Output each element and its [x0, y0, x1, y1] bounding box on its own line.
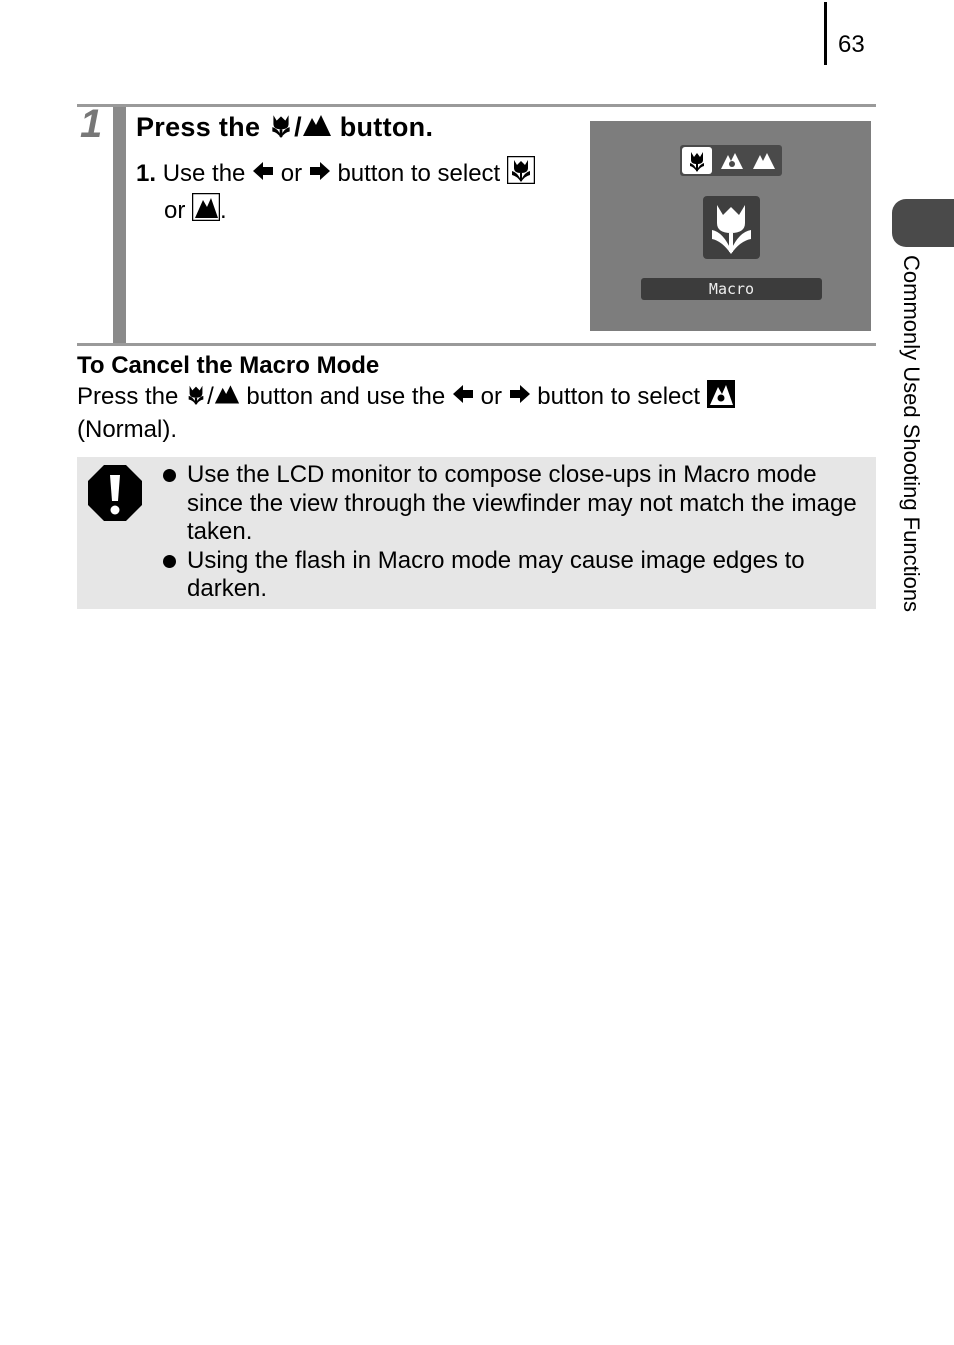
left-arrow-icon — [452, 383, 474, 412]
cancel-select: button to select — [537, 382, 701, 410]
lcd-macro-selected — [682, 147, 712, 174]
step-title-slash: / — [294, 112, 302, 142]
caution-note — [77, 457, 876, 609]
cancel-slash: / — [207, 382, 214, 410]
caution-icon — [86, 463, 144, 528]
step-title — [136, 110, 433, 146]
macro-icon — [703, 196, 760, 259]
substep-use: Use the — [162, 159, 246, 187]
step-number: 1 — [80, 102, 103, 146]
lcd-mode-label: Macro — [641, 278, 822, 300]
macro-icon — [507, 156, 535, 193]
section-tab-label: Commonly Used Shooting Functions — [899, 255, 924, 613]
macro-icon — [185, 382, 207, 413]
page-number: 63 — [838, 31, 865, 58]
cancel-press: Press the — [77, 382, 179, 410]
right-arrow-icon — [309, 158, 331, 191]
cancel-or: or — [480, 382, 502, 410]
normal-icon — [720, 151, 744, 171]
step-bar — [113, 107, 126, 343]
substep-select: button to select — [337, 159, 501, 187]
infinity-icon — [214, 383, 240, 412]
section-tab — [892, 199, 954, 247]
list-item: Use the LCD monitor to compose close-ups in Macro mode since the view through the viewfinder may not match the image taken. — [159, 461, 869, 547]
infinity-icon — [192, 193, 220, 230]
section-body — [77, 380, 817, 444]
infinity-icon — [752, 151, 776, 171]
list-item: Using the flash in Macro mode may cause image edges to darken. — [159, 547, 869, 604]
infinity-icon — [302, 112, 332, 146]
substep-number: 1. — [136, 159, 157, 187]
substep-or2: or — [164, 196, 186, 224]
cancel-use: button and use the — [246, 382, 446, 410]
lcd-macro-large — [703, 196, 760, 259]
macro-icon — [682, 147, 712, 174]
page-number-rule — [824, 2, 827, 65]
step-bottom-rule — [77, 343, 876, 346]
step-title-suffix: button. — [339, 112, 434, 142]
caution-list — [159, 461, 869, 604]
normal-icon — [707, 380, 735, 415]
lcd-screen — [590, 121, 871, 331]
right-arrow-icon — [509, 383, 531, 412]
macro-icon — [268, 112, 294, 146]
step-instruction — [136, 156, 576, 230]
cancel-normal: (Normal). — [77, 416, 177, 443]
section-heading: To Cancel the Macro Mode — [77, 352, 380, 379]
lcd-mode-selector — [680, 145, 782, 176]
substep-or: or — [280, 159, 303, 187]
step-top-rule — [77, 104, 876, 107]
substep-period: . — [220, 196, 227, 224]
step-title-prefix: Press the — [136, 112, 261, 142]
left-arrow-icon — [252, 158, 274, 191]
